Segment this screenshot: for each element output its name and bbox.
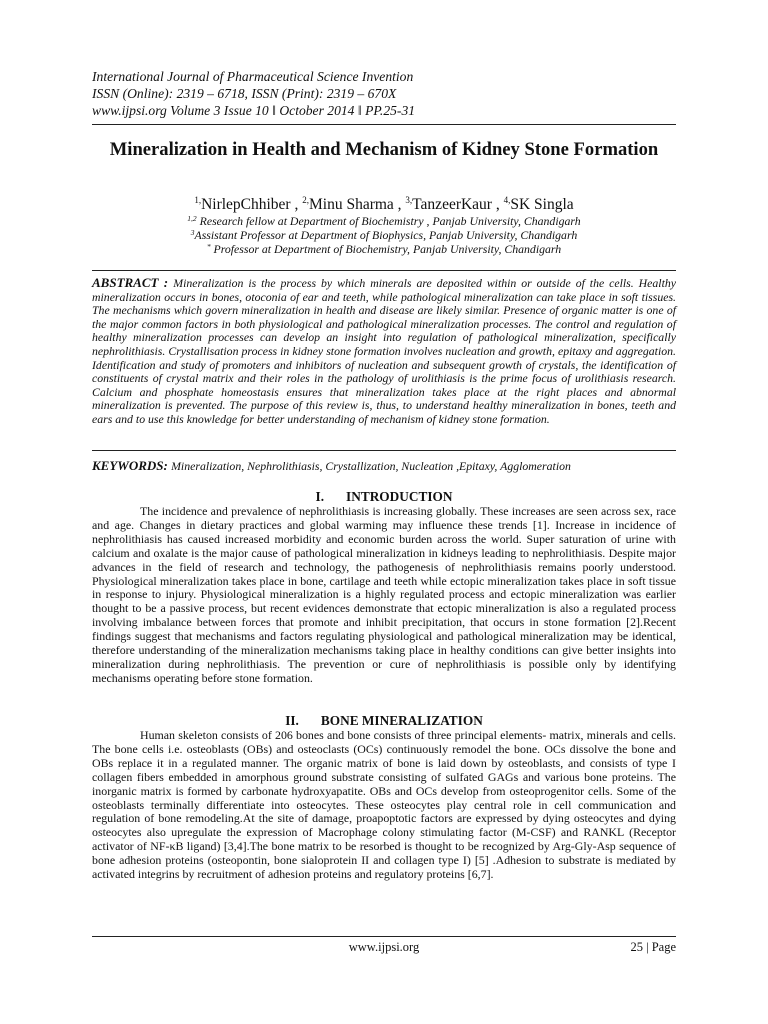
- keywords: [92, 458, 676, 474]
- author-2-name: Minu Sharma ,: [308, 196, 406, 213]
- journal-name: International Journal of Pharmaceutical Science Invention: [92, 69, 414, 84]
- journal-volume: www.ijpsi.org Volume 3 Issue 10 ǁ October 2014 ǁ PP.25-31: [92, 103, 416, 118]
- affiliation-2: [92, 228, 676, 242]
- author-1-index: 1,: [194, 195, 202, 205]
- section-heading-introduction: [92, 489, 676, 505]
- footer-divider: [92, 936, 676, 937]
- abstract-text: Mineralization is the process by which minerals are deposited within or outside of the cells. Healthy mineralization occurs in bones, otoconia of ear and teeth, while pathological mineralization can take place in soft tissues. The mechanisms which govern mineralization in health and disease are likely similar. Presence of organic matter is one of the major common factors in both physiological and pathological mineralization processes. The control and regulation of healthy mineralization processes can develop an insight into regulation of pathological mineralization, specifically nephrolithiasis. Crystallisation process in kidney stone formation involves nucleation and growth, epitaxy and aggregation. Identification and study of promoters and inhibitors of nucleation and subsequent growth of crystals, the identification of constituents of crystal matrix and their roles in the pathology of urolithiasis is the prime focus of urolithiasis research. Calcium and phosphate homeostasis ensures that mineralization takes place at the right places and abnormal mineralization is prevented. The purpose of this review is, thus, to understand healthy mineralization in bones, teeth and ears and to use this knowledge for better understanding of mechanism of kidney stone formation.: [92, 276, 677, 426]
- footer-page-number: 25 | Page: [630, 940, 676, 954]
- header-divider: [92, 124, 676, 125]
- abstract-top-divider: [92, 270, 676, 271]
- abstract-label: ABSTRACT :: [92, 275, 174, 290]
- author-2-index: 2,: [302, 195, 309, 205]
- author-4-name: SK Singla: [510, 196, 574, 213]
- section-2-heading: BONE MINERALIZATION: [320, 713, 483, 728]
- keywords-text: Mineralization, Nephrolithiasis, Crystallization, Nucleation ,Epitaxy, Agglomeration: [171, 459, 571, 473]
- affiliation-3-text: Professor at Department of Biochemistry, Panjab University, Chandigarh: [210, 242, 562, 256]
- abstract-bottom-divider: [92, 450, 676, 451]
- journal-header: [92, 68, 676, 119]
- author-4-index: 4,: [503, 195, 511, 205]
- affiliation-list: [92, 214, 676, 256]
- section-2-number: II.: [285, 713, 299, 728]
- section-heading-bone-mineralization: [92, 713, 676, 729]
- abstract: [92, 276, 676, 427]
- keywords-label: KEYWORDS:: [92, 458, 172, 473]
- author-list: [92, 196, 676, 214]
- affiliation-2-index: 3: [190, 228, 195, 237]
- author-1-name: NirlepChhiber ,: [201, 196, 303, 213]
- footer-website: www.ijpsi.org: [348, 940, 420, 954]
- affiliation-2-text: Assistant Professor at Department of Biophysics, Panjab University, Chandigarh: [194, 228, 578, 242]
- section-1-number: I.: [315, 489, 325, 504]
- paper-title: Mineralization in Health and Mechanism of Kidney Stone Formation: [109, 139, 659, 160]
- author-3-index: 3,: [405, 195, 413, 205]
- section-1-heading: INTRODUCTION: [346, 489, 453, 504]
- affiliation-1-text: Research fellow at Department of Biochemistry , Panjab University, Chandigarh: [196, 214, 581, 228]
- author-3-name: TanzeerKaur ,: [412, 196, 504, 213]
- bone-mineralization-paragraph: Human skeleton consists of 206 bones and bone consists of three principal elements- matrix, minerals and cells. The bone cells i.e. osteoblasts (OBs) and osteoclasts (OCs) continuously remodel the bone. OCs dissolve the bone and OBs replace it in a regulated manner. The organic matrix of bone is laid down by osteoblasts, and consists of type I collagen fibers embedded in amorphous ground substrate consisting of sulfated GAGs and various bone proteins. The inorganic matrix is formed by carbonate hydroxyapatite. OBs and OCs develop from osteoprogenitor cells. Some of the osteoblasts terminally differentiate into osteocytes. These osteocytes play central role in cell communication and regulation of bone remodeling.At the site of damage, proapoptotic factors are expressed by dying osteocytes and dying osteocytes also upregulate the expression of Macrophage colony stimulating factor (M-CSF) and RANKL (Receptor activator of NF-κB ligand) [3,4].The bone matrix to be resorbed is thought to be recognized by Arg-Gly-Asp sequence of bone adhesion proteins (osteopontin, bone sialoprotein II and collagen type I) [5] .Adhesion to substrate is mediated by activated integrins by recruitment of adhesion proteins and regulatory proteins [6,7].: [92, 728, 676, 882]
- journal-issn: ISSN (Online): 2319 – 6718, ISSN (Print): 2319 – 670X: [92, 86, 397, 101]
- introduction-paragraph: The incidence and prevalence of nephrolithiasis is increasing globally. These increases are seen across sex, race and age. Changes in dietary practices and global warming may influence these trends [1]. Increase in incidence of nephrolithiasis has caused increased morbidity and economic burden across the world. Super saturation of urine with calcium and oxalate is the major cause of pathological mineralization in kidneys leading to nephrolithiasis. Despite major advances in the field of research and technology, the pathogenesis of nephrolithiasis remains poorly understood. Physiological mineralization takes place in bone, cartilage and teeth while ectopic mineralization takes place in soft tissue in response to injury. Physiological mineralization is a highly regulated process and ectopic mineralization was earlier thought to be a passive process, but recent evidences demonstrate that ectopic mineralization is also a regulated process involving imbalance between forces that promote and inhibit precipitation, that occurs in stone formation [2].Recent findings suggest that mechanisms and factors regulating physiological and pathological mineralization may be identical, therefore understanding of the mineralization mechanisms taking place in healthy conditions can give better insights into mineralization during nephrolithiasis. The prevention or cure of nephrolithiasis is possible only by identifying mechanisms operating before stone formation.: [92, 504, 676, 685]
- affiliation-1: [92, 214, 676, 228]
- affiliation-1-index: 1,2: [187, 214, 197, 223]
- affiliation-3: [92, 242, 676, 256]
- affiliation-3-index: *: [206, 242, 211, 251]
